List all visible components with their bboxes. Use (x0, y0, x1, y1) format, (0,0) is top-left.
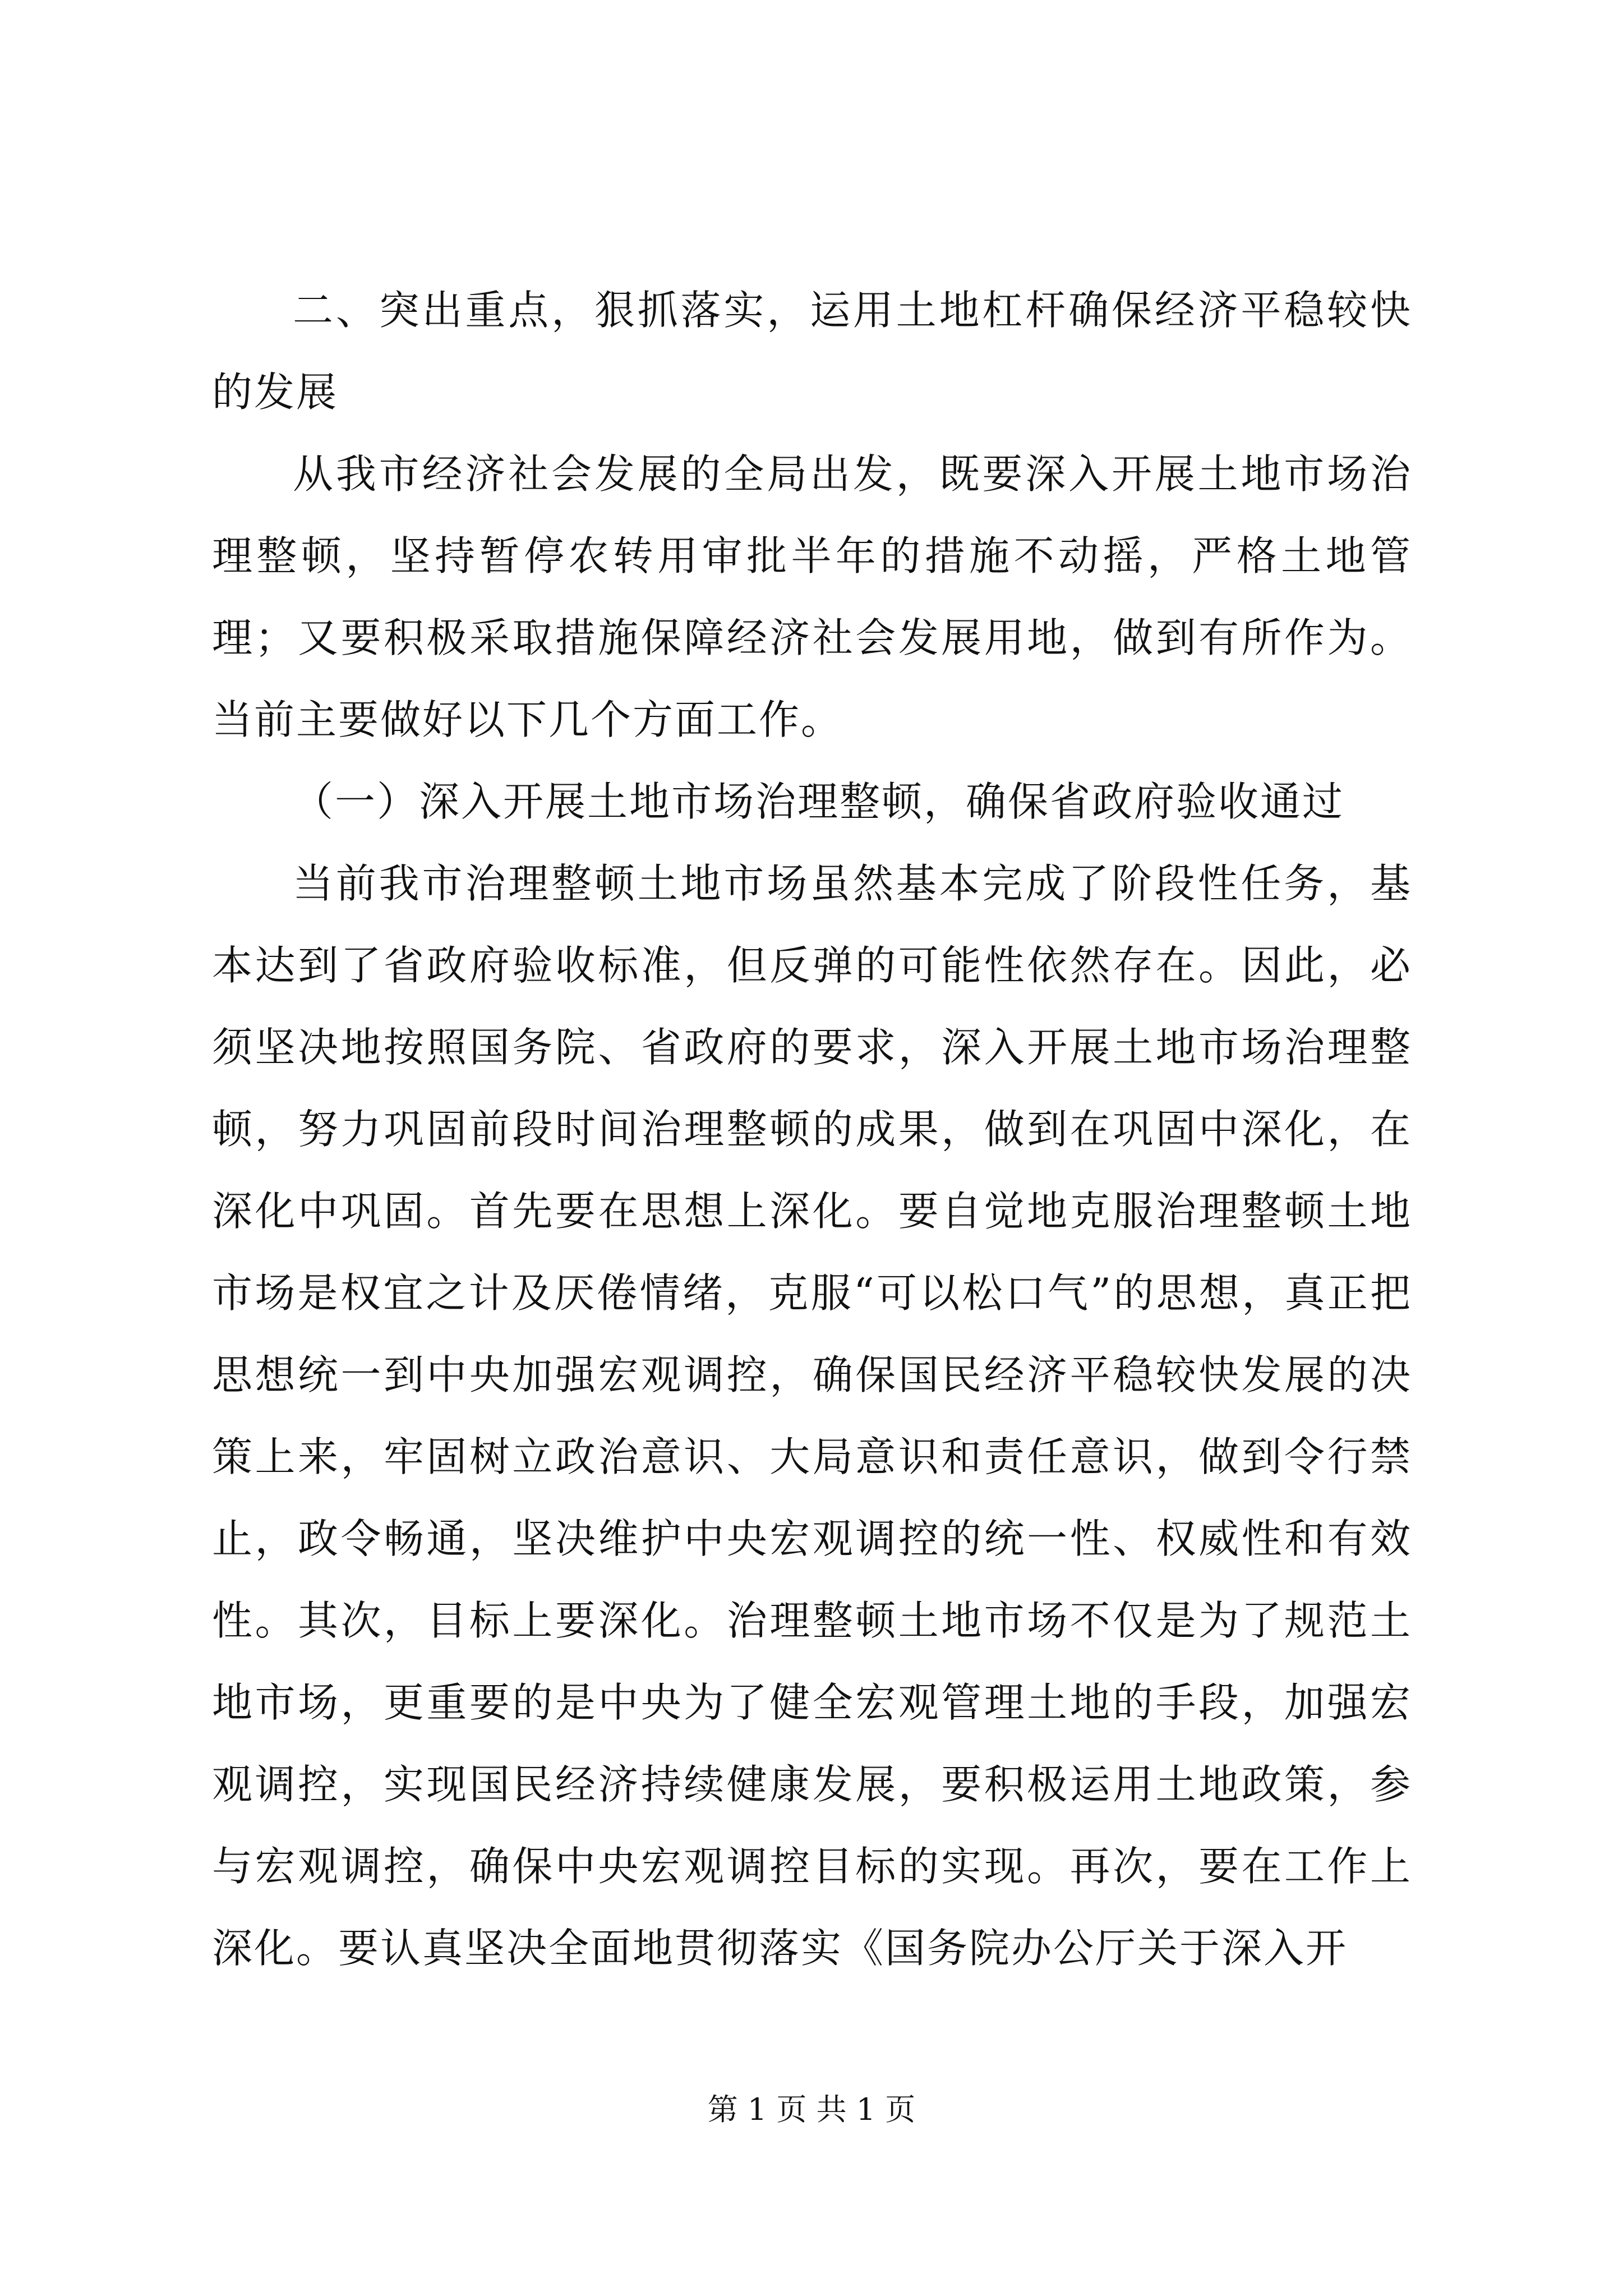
page-footer: 第 1 页 共 1 页 (707, 2092, 916, 2127)
body-paragraph: 当前我市治理整顿土地市场虽然基本完成了阶段性任务，基本达到了省政府验收标准，但反弹的可能性依然存在。因此，必须坚决地按照国务院、省政府的要求，深入开展土地市场治理整顿，努力巩固前段时间治理整顿的成果，做到在巩固中深化，在深化中巩固。首先要在思想上深化。要自觉地克服治理整顿土地市场是权宜之计及厌倦情绪，克服“可以松口气”的思想，真正把思想统一到中央加强宏观调控，确保国民经济平稳较快发展的决策上来，牢固树立政治意识、大局意识和责任意识，做到令行禁止，政令畅通，坚决维护中央宏观调控的统一性、权威性和有效性。其次，目标上要深化。治理整顿土地市场不仅是为了规范土地市场，更重要的是中央为了健全宏观管理土地的手段，加强宏观调控，实现国民经济持续健康发展，要积极运用土地政策，参与宏观调控，确保中央宏观调控目标的实现。再次，要在工作上深化。要认真坚决全面地贯彻落实《国务院办公厅关于深入开 (212, 860, 1412, 1972)
intro-paragraph: 从我市经济社会发展的全局出发，既要深入开展土地市场治理整顿，坚持暂停农转用审批半年的措施不动摇，严格土地管理；又要积极采取措施保障经济社会发展用地，做到有所作为。当前主要做好以下几个方面工作。 (212, 450, 1412, 743)
section-heading-2: 二、突出重点，狠抓落实，运用土地杠杆确保经济平稳较快的发展 (212, 287, 1412, 416)
document-body (212, 269, 1412, 1989)
subsection-heading-1: （一）深入开展土地市场治理整顿，确保省政府验收通过 (293, 778, 1345, 825)
